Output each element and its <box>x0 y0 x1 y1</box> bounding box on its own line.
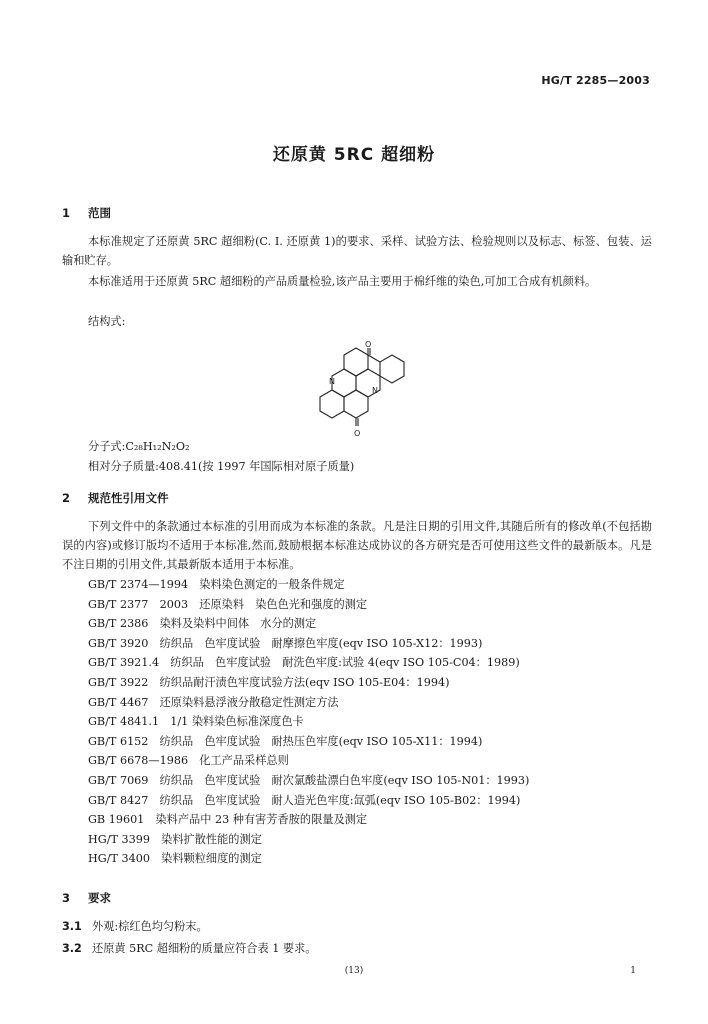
reference-item: GB/T 3922 纺织品耐汗渍色牢度试验方法(eqv ISO 105-E04：1994) <box>88 675 450 689</box>
scope-paragraph-2: 本标准适用于还原黄 5RC 超细粉的产品质量检验,该产品主要用于棉纤维的染色,可加工合成有机颜料。 <box>88 275 597 288</box>
section-2-heading <box>62 490 169 506</box>
reference-list <box>88 575 529 869</box>
requirement-text: 外观:棕红色均匀粉末。 <box>92 920 208 933</box>
section-2-number: 2 <box>62 491 71 505</box>
normative-references-paragraph: 下列文件中的条款通过本标准的引用而成为本标准的条款。凡是注日期的引用文件,其随后所有的修改单(不包括勘误的内容)或修订版均不适用于本标准,然而,鼓励根据本标准达成协议的各方研究是否可使用这些文件的最新版本。凡是不注日期的引用文件,其最新版本适用于本标准。 <box>62 520 652 571</box>
section-3-title: 要求 <box>88 891 111 905</box>
reference-item: GB/T 2377 2003 还原染料 染色色光和强度的测定 <box>88 597 368 611</box>
reference-item: GB 19601 染料产品中 23 种有害芳香胺的限量及测定 <box>88 813 368 827</box>
reference-item: GB/T 8427 纺织品 色牢度试验 耐人造光色牢度:氙弧(eqv ISO 105-B02：1994) <box>88 793 521 807</box>
atom-n-right: N <box>372 386 378 395</box>
standard-code: HG/T 2285—2003 <box>541 74 650 87</box>
reference-item: GB/T 3920 纺织品 色牢度试验 耐摩擦色牢度(eqv ISO 105-X12：1993) <box>88 636 483 650</box>
structure-label: 结构式: <box>88 315 126 328</box>
atom-o-bottom: O <box>354 429 361 438</box>
reference-item: GB/T 4467 还原染料悬浮液分散稳定性测定方法 <box>88 695 339 709</box>
requirement-3-2 <box>62 940 316 956</box>
reference-item: GB/T 7069 纺织品 色牢度试验 耐次氯酸盐漂白色牢度(eqv ISO 105-N01：1993) <box>88 773 530 787</box>
requirement-3-1 <box>62 918 208 934</box>
ring-upper-center <box>344 348 368 376</box>
ring-lower-center <box>344 390 368 418</box>
reference-item: GB/T 2374—1994 染料染色测定的一般条件规定 <box>88 578 345 591</box>
atom-o-top: O <box>365 340 372 349</box>
reference-item: HG/T 3400 染料颗粒细度的测定 <box>88 852 262 866</box>
ring-upper-right <box>380 355 404 383</box>
molecular-formula: 分子式:C₂₈H₁₂N₂O₂ <box>88 440 190 453</box>
reference-item: GB/T 6152 纺织品 色牢度试验 耐热压色牢度(eqv ISO 105-X11：1994) <box>88 734 483 748</box>
molecular-mass: 相对分子质量:408.41(按 1997 年国际相对原子质量) <box>88 460 355 473</box>
ring-middle-left <box>332 369 356 397</box>
section-1-heading <box>62 205 111 221</box>
reference-item: GB/T 3921.4 纺织品 色牢度试验 耐洗色牢度:试验 4(eqv ISO 105-C04：1989) <box>88 656 520 670</box>
section-3-number: 3 <box>62 891 71 905</box>
reference-item: GB/T 4841.1 1/1 染料染色标准深度色卡 <box>88 715 304 729</box>
page-number: 1 <box>630 966 636 976</box>
requirement-number: 3.1 <box>62 920 82 933</box>
scope-paragraph-1: 本标准规定了还原黄 5RC 超细粉(C. I. 还原黄 1)的要求、采样、试验方法、检验规则以及标志、标签、包装、运输和贮存。 <box>62 235 652 267</box>
section-3-heading <box>62 890 111 906</box>
requirement-number: 3.2 <box>62 942 82 955</box>
reference-item: GB/T 6678—1986 化工产品采样总则 <box>88 754 289 768</box>
reference-item: GB/T 2386 染料及染料中间体 水分的测定 <box>88 617 317 631</box>
section-2-title: 规范性引用文件 <box>88 491 169 505</box>
page-label: (13) <box>344 966 364 976</box>
section-1-title: 范围 <box>88 206 111 220</box>
requirement-text: 还原黄 5RC 超细粉的质量应符合表 1 要求。 <box>92 942 317 955</box>
reference-item: HG/T 3399 染料扩散性能的测定 <box>88 832 262 846</box>
section-1-number: 1 <box>62 206 71 220</box>
structural-formula-diagram <box>295 340 415 440</box>
ring-lower-left <box>320 390 344 418</box>
document-title: 还原黄 5RC 超细粉 <box>272 145 436 165</box>
atom-n-left: N <box>329 377 335 386</box>
